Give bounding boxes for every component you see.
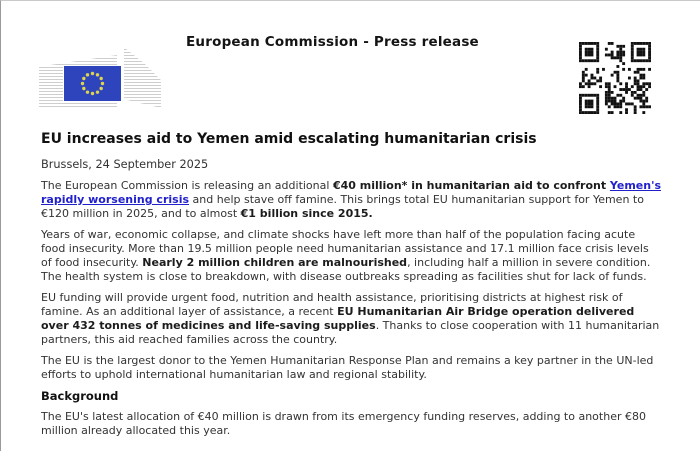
lead-text: The European Commission is releasing an additional (41, 179, 333, 192)
funding-text-2: . Thanks to close cooperation with 11 humanitarian partners, this aid reached families across the country. (41, 319, 660, 346)
situation-text: Years of war, economic collapse, and climate shocks have left more than half of the population facing acute food insecurity. More than 19.5 million people need humanitarian assistance and 17.1 million face crisis levels of food insecurity. (41, 228, 649, 269)
logo-right-fan (124, 46, 161, 108)
lead-bold-amount: €40 million* in humanitarian aid to confront (332, 179, 610, 192)
eu-stars (64, 66, 121, 101)
paragraph-funding (41, 291, 662, 347)
lead-bold-total: €1 billion since 2015. (240, 207, 373, 220)
situation-text-2: , including half a million in severe condition. The health system is close to breakdown, with disease outbreaks spreading as facilities shut for lack of funds. (41, 256, 651, 283)
document-type-label: European Commission - Press release (186, 34, 479, 50)
paragraph-situation (41, 228, 662, 284)
eu-flag-icon (64, 66, 121, 101)
lead-text-2: and help stave off famine. This brings total EU humanitarian support for Yemen to €120 million in 2025, and to almost (41, 193, 644, 220)
header (1, 1, 700, 121)
dateline: Brussels, 24 September 2025 (41, 158, 209, 171)
situation-bold-children: Nearly 2 million children are malnourished (142, 256, 408, 269)
yemen-crisis-link[interactable]: Yemen's rapidly worsening crisis (41, 179, 662, 206)
background-heading: Background (41, 389, 119, 403)
qr-code-icon (579, 42, 651, 114)
page-title: EU increases aid to Yemen amid escalating humanitarian crisis (41, 131, 537, 147)
paragraph-lead (41, 179, 662, 221)
european-commission-logo-icon (39, 46, 161, 112)
donor-text: The EU is the largest donor to the Yemen Humanitarian Response Plan and remains a key partner in the UN-led efforts to uphold international humanitarian law and regional stability. (41, 354, 654, 381)
paragraph-background (41, 410, 662, 438)
funding-bold-airbridge: EU Humanitarian Air Bridge operation delivered over 432 tonnes of medicines and life-saving supplies (41, 305, 635, 332)
press-release-body (1, 130, 700, 438)
funding-text: EU funding will provide urgent food, nutrition and health assistance, prioritising districts at highest risk of famine. As an additional layer of assistance, a recent (41, 291, 623, 318)
paragraph-donor (41, 354, 662, 382)
background-text: The EU's latest allocation of €40 million is drawn from its emergency funding reserves, adding to another €80 million already allocated this year. (41, 410, 646, 437)
